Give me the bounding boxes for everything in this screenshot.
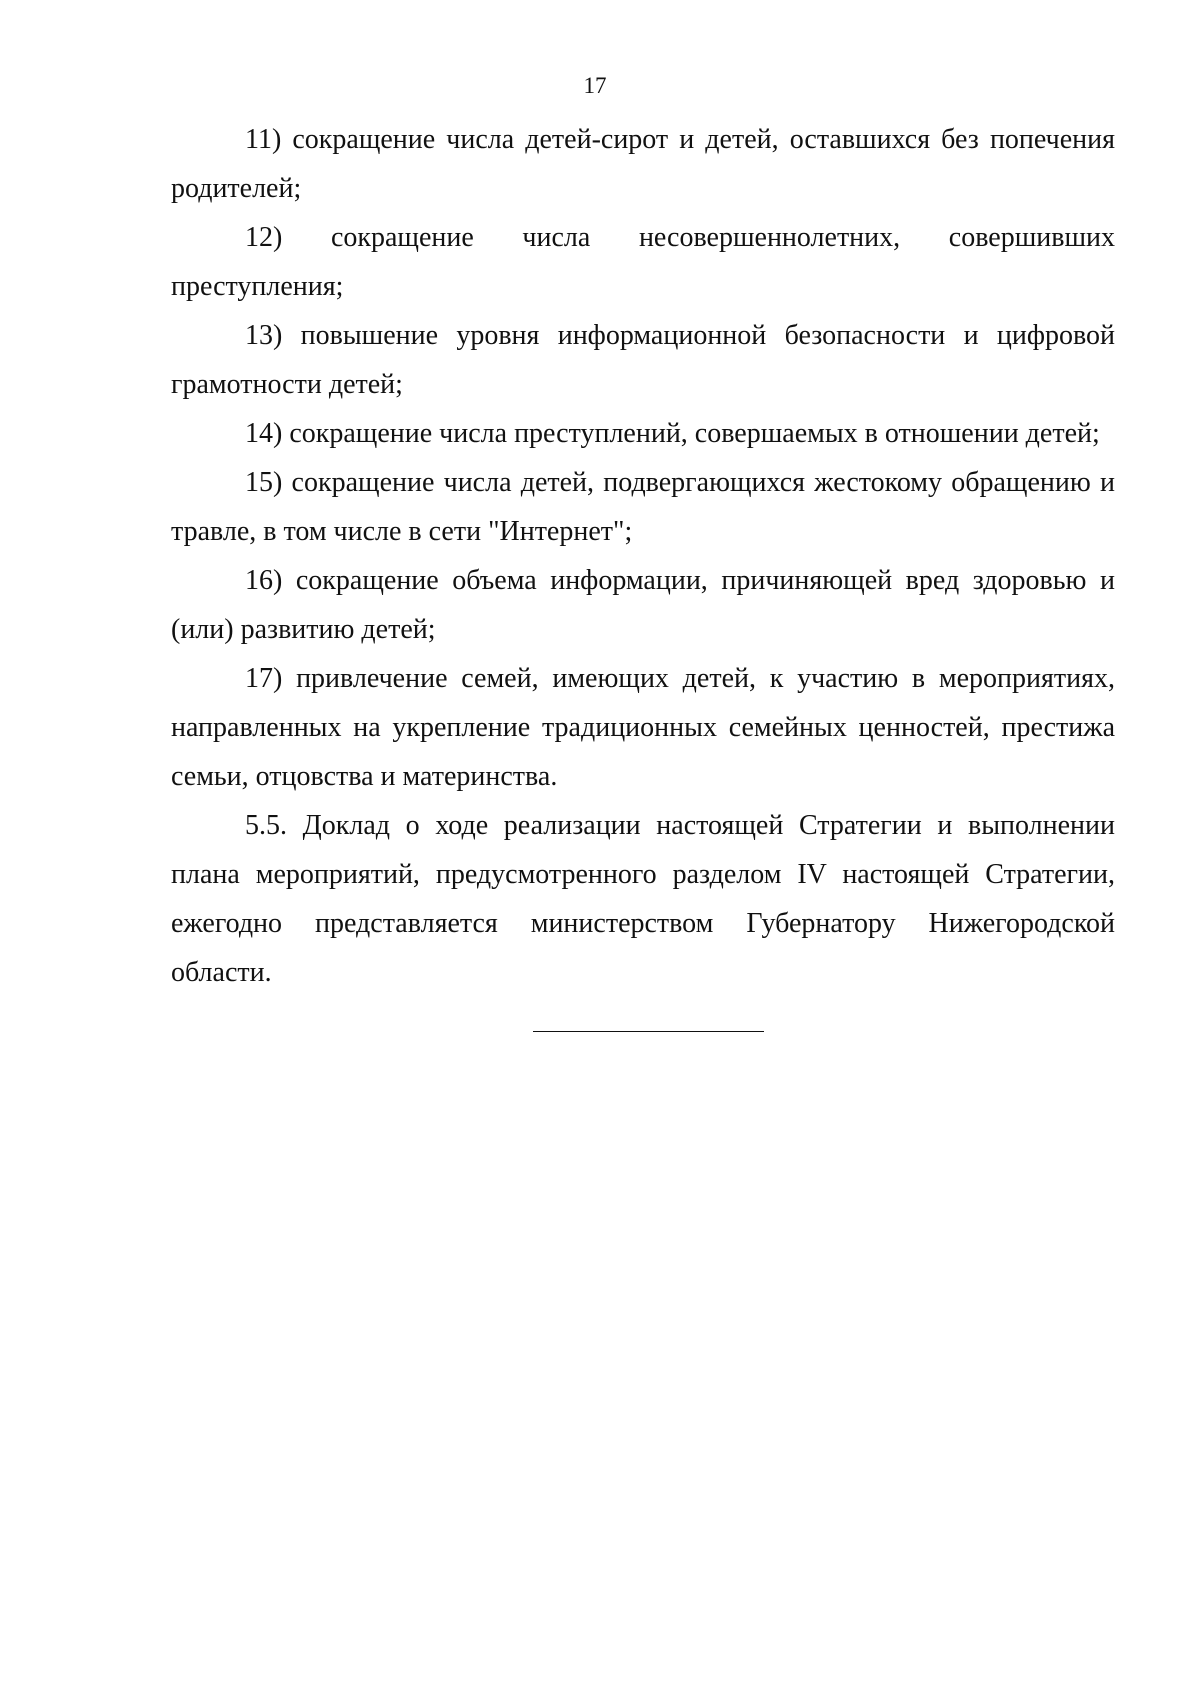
paragraph-item-13: 13) повышение уровня информационной безопасности и цифровой грамотности детей;	[171, 320, 1115, 400]
document-body	[171, 115, 1115, 997]
paragraph-item-14: 14) сокращение числа преступлений, совершаемых в отношении детей;	[245, 418, 1100, 449]
paragraph-item-15: 15) сокращение числа детей, подвергающихся жестокому обращению и травле, в том числе в сети "Интернет";	[171, 467, 1115, 547]
paragraph-item-11: 11) сокращение числа детей-сирот и детей, оставшихся без попечения родителей;	[171, 124, 1115, 204]
paragraph-item-12: 12) сокращение числа несовершеннолетних, совершивших преступления;	[171, 222, 1115, 302]
paragraph-report-clause: 5.5. Доклад о ходе реализации настоящей Стратегии и выполнении плана мероприятий, предусмотренного разделом IV настоящей Стратегии, ежегодно представляется министерством Губернатору Нижегородской области.	[171, 810, 1115, 988]
page-number: 17	[583, 73, 607, 98]
end-divider-line	[533, 1031, 764, 1032]
paragraph-item-17: 17) привлечение семей, имеющих детей, к участию в мероприятиях, направленных на укрепление традиционных семейных ценностей, престижа семьи, отцовства и материнства.	[171, 663, 1115, 792]
paragraph-item-16: 16) сокращение объема информации, причиняющей вред здоровью и (или) развитию детей;	[171, 565, 1115, 645]
